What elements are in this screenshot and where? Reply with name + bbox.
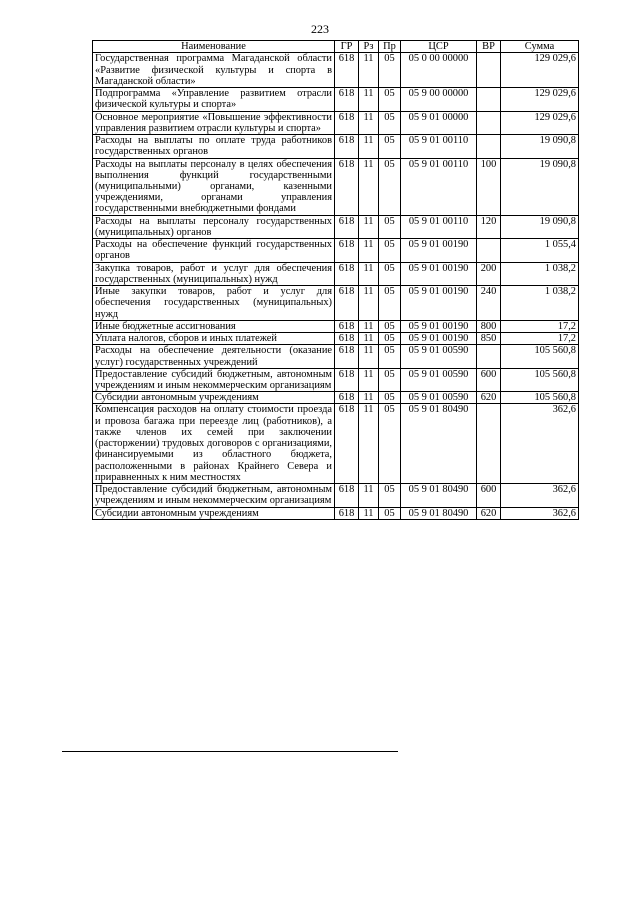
cell-sum: 129 029,6 — [501, 111, 579, 134]
cell-rz: 11 — [359, 215, 379, 238]
cell-rz: 11 — [359, 484, 379, 507]
table-row — [93, 158, 579, 215]
cell-pr: 05 — [379, 215, 401, 238]
cell-gr: 618 — [335, 215, 359, 238]
cell-gr: 618 — [335, 239, 359, 262]
cell-rz: 11 — [359, 368, 379, 391]
cell-name: Государственная программа Магаданской области «Развитие физической культуры и спорта в Магаданской области» — [93, 53, 335, 88]
cell-rz: 11 — [359, 392, 379, 404]
cell-name: Закупка товаров, работ и услуг для обеспечения государственных (муниципальных) нужд — [93, 262, 335, 285]
cell-pr: 05 — [379, 484, 401, 507]
table-row — [93, 111, 579, 134]
budget-table — [92, 40, 579, 520]
cell-sum: 19 090,8 — [501, 215, 579, 238]
header-gr: ГР — [335, 41, 359, 53]
cell-gr: 618 — [335, 53, 359, 88]
cell-gr: 618 — [335, 392, 359, 404]
cell-name: Компенсация расходов на оплату стоимости проезда и провоза багажа при переезде лиц (работников), а также членов их семей при заключении (расторжении) трудовых договоров с организациями, финансируемыми из областного бюджета, расположенными в районах Крайнего Севера и приравненных к ним местностях — [93, 404, 335, 484]
cell-vr — [477, 345, 501, 368]
cell-rz: 11 — [359, 262, 379, 285]
cell-pr: 05 — [379, 239, 401, 262]
cell-pr: 05 — [379, 333, 401, 345]
cell-pr: 05 — [379, 158, 401, 215]
cell-sum: 1 038,2 — [501, 262, 579, 285]
table-row — [93, 404, 579, 484]
cell-pr: 05 — [379, 111, 401, 134]
cell-pr: 05 — [379, 507, 401, 519]
cell-pr: 05 — [379, 53, 401, 88]
cell-pr: 05 — [379, 286, 401, 321]
cell-gr: 618 — [335, 368, 359, 391]
cell-sum: 362,6 — [501, 484, 579, 507]
header-sum: Сумма — [501, 41, 579, 53]
cell-vr — [477, 111, 501, 134]
cell-name: Расходы на обеспечение функций государственных органов — [93, 239, 335, 262]
cell-sum: 19 090,8 — [501, 135, 579, 158]
table-row — [93, 333, 579, 345]
cell-rz: 11 — [359, 345, 379, 368]
table-row — [93, 135, 579, 158]
header-csr: ЦСР — [401, 41, 477, 53]
cell-name: Расходы на выплаты персоналу в целях обеспечения выполнения функций государственными (муниципальными) органами, казенными учреждениями, органами управления государственными внебюджетными фондами — [93, 158, 335, 215]
table-header-row — [93, 41, 579, 53]
cell-vr: 850 — [477, 333, 501, 345]
cell-vr: 800 — [477, 320, 501, 332]
cell-name: Основное мероприятие «Повышение эффективности управления развитием отрасли культуры и спорта» — [93, 111, 335, 134]
cell-name: Расходы на обеспечение деятельности (оказание услуг) государственных учреждений — [93, 345, 335, 368]
cell-vr — [477, 53, 501, 88]
cell-vr: 240 — [477, 286, 501, 321]
cell-rz: 11 — [359, 507, 379, 519]
cell-name: Предоставление субсидий бюджетным, автономным учреждениям и иным некоммерческим организациям — [93, 368, 335, 391]
cell-name: Подпрограмма «Управление развитием отрасли физической культуры и спорта» — [93, 88, 335, 111]
cell-csr: 05 9 01 00110 — [401, 215, 477, 238]
cell-sum: 129 029,6 — [501, 88, 579, 111]
cell-rz: 11 — [359, 333, 379, 345]
cell-rz: 11 — [359, 158, 379, 215]
table-body — [93, 53, 579, 519]
table-row — [93, 215, 579, 238]
table-row — [93, 239, 579, 262]
cell-vr: 620 — [477, 507, 501, 519]
cell-name: Субсидии автономным учреждениям — [93, 507, 335, 519]
cell-sum: 105 560,8 — [501, 392, 579, 404]
cell-name: Предоставление субсидий бюджетным, автономным учреждениям и иным некоммерческим организациям — [93, 484, 335, 507]
cell-csr: 05 9 01 80490 — [401, 507, 477, 519]
cell-gr: 618 — [335, 88, 359, 111]
cell-gr: 618 — [335, 507, 359, 519]
table-row — [93, 262, 579, 285]
cell-csr: 05 9 01 00110 — [401, 135, 477, 158]
header-name: Наименование — [93, 41, 335, 53]
cell-name: Уплата налогов, сборов и иных платежей — [93, 333, 335, 345]
table-row — [93, 345, 579, 368]
cell-sum: 362,6 — [501, 404, 579, 484]
cell-vr — [477, 239, 501, 262]
cell-vr: 120 — [477, 215, 501, 238]
cell-pr: 05 — [379, 88, 401, 111]
cell-rz: 11 — [359, 286, 379, 321]
cell-sum: 1 038,2 — [501, 286, 579, 321]
cell-gr: 618 — [335, 404, 359, 484]
cell-rz: 11 — [359, 111, 379, 134]
table-row — [93, 88, 579, 111]
cell-csr: 05 9 01 00590 — [401, 368, 477, 391]
cell-gr: 618 — [335, 286, 359, 321]
header-vr: ВР — [477, 41, 501, 53]
cell-csr: 05 0 00 00000 — [401, 53, 477, 88]
cell-rz: 11 — [359, 320, 379, 332]
cell-pr: 05 — [379, 262, 401, 285]
cell-sum: 1 055,4 — [501, 239, 579, 262]
cell-gr: 618 — [335, 484, 359, 507]
cell-pr: 05 — [379, 320, 401, 332]
cell-pr: 05 — [379, 392, 401, 404]
cell-csr: 05 9 01 00190 — [401, 262, 477, 285]
footnote-rule — [62, 751, 398, 752]
cell-name: Иные бюджетные ассигнования — [93, 320, 335, 332]
cell-csr: 05 9 01 00000 — [401, 111, 477, 134]
cell-rz: 11 — [359, 53, 379, 88]
cell-sum: 129 029,6 — [501, 53, 579, 88]
table-row — [93, 320, 579, 332]
cell-sum: 19 090,8 — [501, 158, 579, 215]
cell-pr: 05 — [379, 135, 401, 158]
cell-name: Субсидии автономным учреждениям — [93, 392, 335, 404]
cell-pr: 05 — [379, 368, 401, 391]
table-row — [93, 286, 579, 321]
cell-csr: 05 9 01 00590 — [401, 345, 477, 368]
cell-sum: 105 560,8 — [501, 368, 579, 391]
table-row — [93, 484, 579, 507]
cell-csr: 05 9 01 00190 — [401, 333, 477, 345]
cell-pr: 05 — [379, 404, 401, 484]
cell-vr — [477, 404, 501, 484]
cell-csr: 05 9 01 00590 — [401, 392, 477, 404]
header-pr: Пр — [379, 41, 401, 53]
cell-sum: 362,6 — [501, 507, 579, 519]
cell-vr: 600 — [477, 368, 501, 391]
cell-gr: 618 — [335, 262, 359, 285]
cell-gr: 618 — [335, 333, 359, 345]
cell-vr: 100 — [477, 158, 501, 215]
cell-gr: 618 — [335, 111, 359, 134]
table-row — [93, 507, 579, 519]
cell-name: Расходы на выплаты персоналу государственных (муниципальных) органов — [93, 215, 335, 238]
cell-name: Иные закупки товаров, работ и услуг для обеспечения государственных (муниципальных) нужд — [93, 286, 335, 321]
cell-vr — [477, 88, 501, 111]
cell-rz: 11 — [359, 135, 379, 158]
cell-sum: 17,2 — [501, 320, 579, 332]
cell-sum: 105 560,8 — [501, 345, 579, 368]
cell-csr: 05 9 01 00190 — [401, 239, 477, 262]
cell-csr: 05 9 01 00190 — [401, 286, 477, 321]
cell-gr: 618 — [335, 158, 359, 215]
cell-vr: 600 — [477, 484, 501, 507]
cell-csr: 05 9 01 00110 — [401, 158, 477, 215]
cell-csr: 05 9 01 80490 — [401, 404, 477, 484]
cell-pr: 05 — [379, 345, 401, 368]
header-rz: Рз — [359, 41, 379, 53]
cell-gr: 618 — [335, 135, 359, 158]
table-row — [93, 368, 579, 391]
table-row — [93, 53, 579, 88]
cell-rz: 11 — [359, 404, 379, 484]
cell-gr: 618 — [335, 320, 359, 332]
cell-csr: 05 9 00 00000 — [401, 88, 477, 111]
table-row — [93, 392, 579, 404]
page-number: 223 — [311, 22, 329, 36]
cell-csr: 05 9 01 00190 — [401, 320, 477, 332]
cell-rz: 11 — [359, 88, 379, 111]
cell-vr: 620 — [477, 392, 501, 404]
cell-vr — [477, 135, 501, 158]
cell-vr: 200 — [477, 262, 501, 285]
cell-sum: 17,2 — [501, 333, 579, 345]
cell-csr: 05 9 01 80490 — [401, 484, 477, 507]
cell-gr: 618 — [335, 345, 359, 368]
cell-name: Расходы на выплаты по оплате труда работников государственных органов — [93, 135, 335, 158]
cell-rz: 11 — [359, 239, 379, 262]
